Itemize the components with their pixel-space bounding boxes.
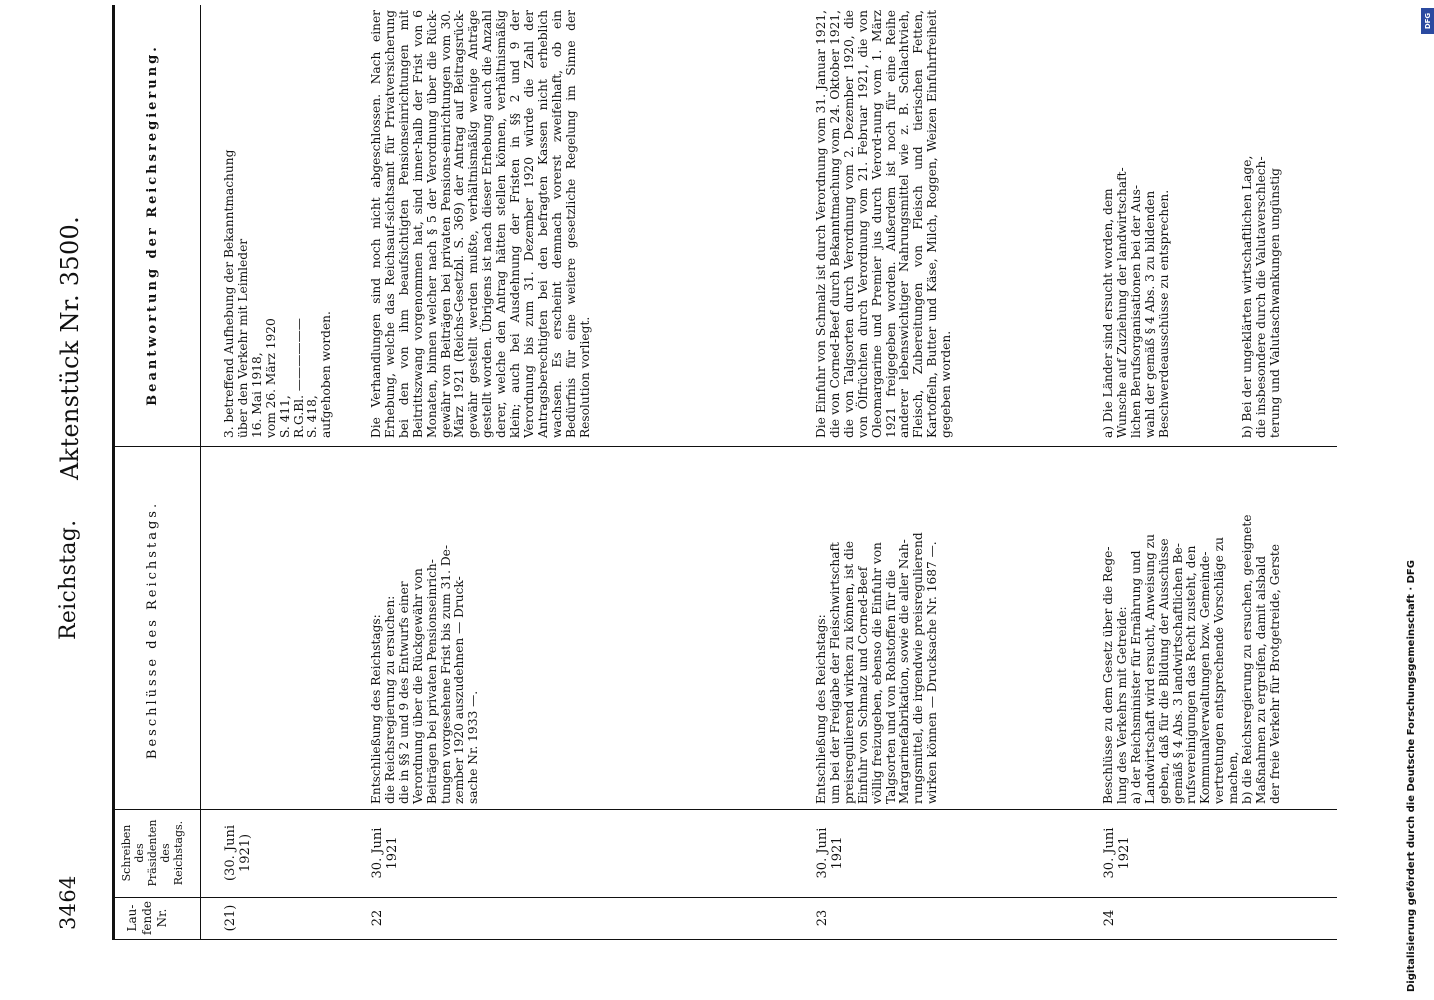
row-resolution: Entschließung des Reichstags: um bei der Freigabe der Fleischwirtschaft preisregulierend wirken zu können, ist die Einfuhr von Schmalz und Corned-Beef völlig freizugeben, ebenso die Einfuhr von Talgsorten und von Rohstoffen für die Margarinefabrikation, sowie die aller Nah- rungsmittel, die irgendwie preisregulierend wirken können — Drucksache Nr. 1687 —. xyxy=(814,532,940,804)
row-nr: 24 xyxy=(1102,909,1117,927)
column-divider-3 xyxy=(112,446,1337,447)
column-header-beschluesse: Beschlüsse des Reichstags. xyxy=(145,500,160,760)
column-divider-2 xyxy=(112,809,1337,810)
row-nr: 23 xyxy=(815,909,830,927)
column-header-beantwortung: Beantwortung der Reichsregierung. xyxy=(145,44,160,406)
row-resolution: Beschlüsse zu dem Gesetz über die Rege- lung des Verkehrs mit Getreide: a) der Reichsminister für Ernährung und Landwirtschaft wird ersucht, Anweisung zu geben, daß für die Bildung der Ausschüsse gemäß § 4 Abs. 3 landwirtschaftlichen Be- rufsvereinigungen das Recht zusteht, den Kommunalverwaltungen bzw. Gemeinde- vertretungen entsprechende Vorschläge zu machen, b) die Reichsregierung zu ersuchen, geeignete Maßnahmen zu ergreifen, damit alsbald der freie Verkehr für Brotgetreide, Gerste xyxy=(1101,514,1282,804)
table-top-rule xyxy=(112,5,115,940)
page-number: 3464 xyxy=(56,875,80,930)
row-nr: (21) xyxy=(223,904,238,932)
row-date: 30. Juni 1921 xyxy=(815,827,845,879)
column-header-schreiben: Schreiben des Präsidenten des Reichstags. xyxy=(120,819,185,887)
dfg-logo xyxy=(1421,8,1434,34)
row-answer: Die Einfuhr von Schmalz ist durch Verordnung vom 31. Januar 1921, die von Corned-Beef durch Bekanntmachung vom 24. Oktober 1921, die von Talgsorten durch Verordnung vom 2. Dezember 1920, die von Ölfrüchten durch Verordnung vom 21. Februar 1921, die von Oleomargarine und Premier jus durch Verord-nung vom 1. März 1921 freigegeben worden. Außerdem ist noch für eine Reihe anderer lebenswichtiger Nahrungsmittel wie z. B. Schlachtvieh, Fleisch, Zubereitungen von Fleisch und tierischen Fetten, Kartoffeln, Butter und Käse, Milch, Roggen, Weizen Einfuhrfreiheit gegeben worden. xyxy=(814,10,954,438)
row-date: 30. Juni 1921 xyxy=(370,827,400,879)
row-answer: Die Verhandlungen sind noch nicht abgeschlossen. Nach einer Erhebung, welche das Reichsauf-sichtsamt für Privatversicherung bei den von ihm beaufsichtigten Pensionseinrichtungen mit Beitrittszwang vorgenommen hat, sind inner-halb der Frist von 6 Monaten, binnen welcher nach § 5 der Verordnung über die Rück-gewähr von Beiträgen bei privaten Pensions-einrichtungen vom 30. März 1921 (Reichs-Gesetzbl. S. 369) der Antrag auf Beitragsrück-gewähr gestellt werden mußte, verhältnismäßig wenige Anträge gestellt worden. Übrigens ist nach dieser Erhebung auch die Anzahl derer, welche den Antrag hätten stellen können, verhältnismäßig klein; auch bei Ausdehnung der Fristen in §§ 2 und 9 der Verordnung bis zum 31. Dezember 1920 würde die Zahl der Antragsberechtigten bei den befragten Kassen nicht erheblich wachsen. Es erscheint demnach vorerst zweifelhaft, ob ein Bedürfnis für eine weitere gesetzliche Regelung im Sinne der Resolution vorliegt. xyxy=(369,10,592,438)
table-header-rule xyxy=(200,5,201,940)
running-header-chamber: Reichstag. xyxy=(56,519,81,640)
digitization-credit xyxy=(1406,92,1420,992)
row-nr: 22 xyxy=(370,909,385,927)
row-answer: a) Die Länder sind ersucht worden, dem Wunsche auf Zuziehung der landwirtschaft- lichen Berufsorganisationen bei der Aus- wahl der gemäß § 4 Abs. 3 zu bildenden Beschwerdeausschüsse zu entsprechen. b) Bei der ungeklärten wirtschaftlichen Lage, die insbesondere durch die Valutaverschlech- terung und Valutaschwankungen ungünstig xyxy=(1101,155,1282,438)
dfg-logo-text: DFG xyxy=(1424,12,1432,30)
row-resolution: Entschließung des Reichstags: die Reichsregierung zu ersuchen: die in §§ 2 und 9 des Entwurfs einer Verordnung über die Rückgewähr von Beiträgen bei privaten Pensionseinrich- tungen vorgesehene Frist bis zum 31. De- zember 1920 auszudehnen — Druck- sache Nr. 1933 —. xyxy=(369,545,481,804)
table-left-rule xyxy=(112,939,1337,940)
row-date: 30. Juni 1921 xyxy=(1102,827,1132,879)
digitization-credit-text: Digitalisierung gefördert durch die Deutsche Forschungsgemeinschaft · DFG xyxy=(1406,560,1417,992)
running-header-document: Aktenstück Nr. 3500. xyxy=(56,215,84,480)
row-date: (30. Juni 1921) xyxy=(223,825,253,881)
column-header-nr: Lau- fende Nr. xyxy=(125,900,169,936)
row-answer: 3. betreffend Aufhebung der Bekanntmachung über den Verkehr mit Leimleder 16. Mai 1918, vom 26. März 1920 S. 411, R.G.Bl. —————— S. 418, aufgehoben worden. xyxy=(222,149,334,438)
column-divider-1 xyxy=(112,897,1337,898)
